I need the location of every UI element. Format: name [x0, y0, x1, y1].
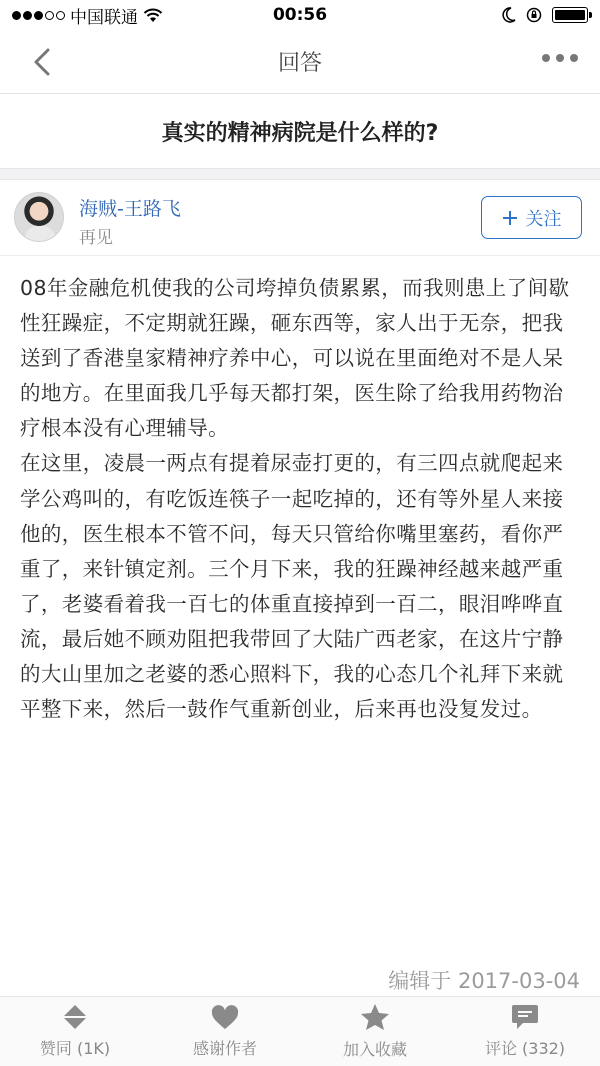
collect-button[interactable]: [300, 997, 450, 1066]
orientation-lock-icon: [526, 7, 542, 23]
follow-button[interactable]: [481, 196, 582, 239]
answer-paragraph: 在这里，凌晨一两点有提着尿壶打更的，有三四点就爬起来学公鸡叫的，有吃饭连筷子一起吃掉的，还有等外星人来接他的，医生根本不管不问，每天只管给你嘴里塞药，看你严重了，来针镇定剂。三个月下来，我的狂躁神经越来越严重了，老婆看着我一百七的体重直接掉到一百二，眼泪哗哗直流，最后她不顾劝阻把我带回了大陆广西老家，在这片宁静的大山里加之老婆的悉心照料下，我的心态几个礼拜下来就平整下来，然后一鼓作气重新创业，后来再也没复发过。: [20, 451, 564, 722]
edit-timestamp: 编辑于 2017-03-04: [388, 969, 580, 993]
thank-author-button[interactable]: [150, 997, 300, 1066]
author-bio: 再见: [79, 228, 113, 248]
answer-content: [20, 271, 580, 727]
author-name[interactable]: 海贼-王路飞: [79, 198, 181, 220]
wifi-icon: [143, 8, 163, 23]
comment-label: 评论 (332): [484, 1039, 566, 1058]
status-bar: [0, 0, 600, 30]
bottom-action-bar: [0, 996, 600, 1066]
navigation-bar: [0, 30, 600, 94]
chevron-left-icon: [32, 47, 52, 77]
battery-icon: [552, 7, 588, 23]
avatar[interactable]: [14, 192, 64, 242]
back-button[interactable]: [24, 44, 60, 80]
comment-icon: [511, 1004, 539, 1030]
moon-icon: [502, 7, 516, 23]
comment-button[interactable]: [450, 997, 600, 1066]
more-dot: [556, 54, 564, 62]
upvote-label: 赞同 (1K): [39, 1039, 111, 1058]
status-time: 00:56: [272, 5, 328, 25]
answer-paragraph: 08年金融危机使我的公司垮掉负债累累，而我则患上了间歇性狂躁症，不定期就狂躁，砸东西等，家人出于无奈，把我送到了香港皇家精神疗养中心，可以说在里面绝对不是人呆的地方。在里面我几乎每天都打架，医生除了给我用药物治疗根本没有心理辅导。: [20, 276, 570, 441]
thank-author-label: 感谢作者: [192, 1038, 257, 1058]
star-icon: [360, 1003, 390, 1031]
status-right: [502, 7, 588, 23]
collect-label: 加入收藏: [342, 1040, 407, 1059]
heart-icon: [211, 1005, 239, 1030]
signal-strength-icon: [12, 11, 65, 20]
status-left: [12, 3, 163, 28]
question-title[interactable]: 真实的精神病院是什么样的?: [161, 120, 439, 146]
page-title: 回答: [277, 51, 322, 76]
more-dot: [542, 54, 550, 62]
more-dot: [570, 54, 578, 62]
vote-arrows-icon: [63, 1004, 87, 1030]
follow-label: 关注: [525, 208, 562, 230]
plus-icon: [502, 210, 518, 226]
section-divider: [0, 168, 600, 180]
carrier-name: 中国联通: [70, 7, 138, 28]
upvote-button[interactable]: [0, 997, 150, 1066]
more-options-button[interactable]: [542, 54, 578, 62]
